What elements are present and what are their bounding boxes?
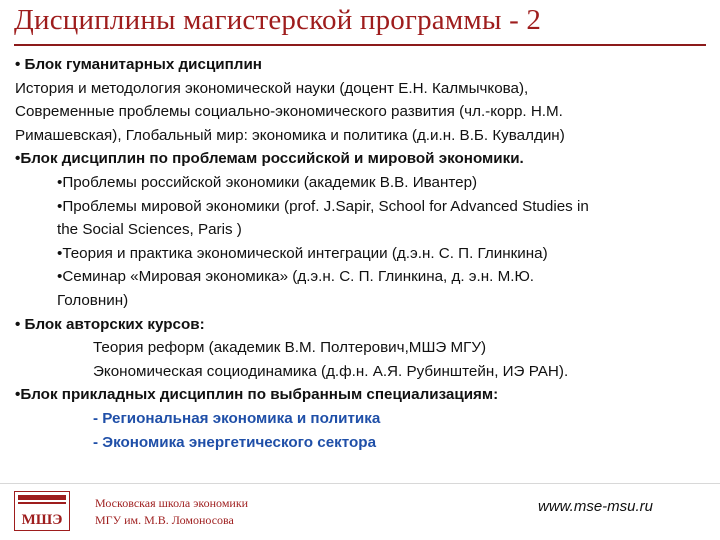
block2-item: the Social Sciences, Paris ) xyxy=(57,221,242,239)
block2-item: •Теория и практика экономической интеграции (д.э.н. С. П. Глинкина) xyxy=(57,244,548,262)
slide-title: Дисциплины магистерской программы - 2 xyxy=(14,4,542,36)
block4-item: - Экономика энергетического сектора xyxy=(93,433,377,451)
block2-item: •Проблемы мировой экономики (prof. J.Sapir, School for Advanced Studies in xyxy=(57,197,589,215)
school-line: Московская школа экономики xyxy=(95,496,249,510)
block1-line: История и методология экономической науки (доцент Е.Н. Калмычкова), xyxy=(15,79,529,97)
block3-item: Теория реформ (академик В.М. Полтерович,МШЭ МГУ) xyxy=(93,339,487,357)
block2-item: Головнин) xyxy=(57,291,129,309)
logo-text: МШЭ xyxy=(21,512,63,528)
block1-line: Современные проблемы социально-экономического развития (чл.-корр. Н.М. xyxy=(15,103,563,121)
website-link[interactable]: www.mse-msu.ru xyxy=(538,498,654,515)
block2-heading: •Блок дисциплин по проблемам российской и мировой экономики. xyxy=(15,150,524,168)
slide-content xyxy=(15,53,711,454)
block3-heading: • Блок авторских курсов: xyxy=(15,315,205,333)
block2-item: •Проблемы российской экономики (академик В.В. Ивантер) xyxy=(57,173,478,191)
block3-item: Экономическая социодинамика (д.ф.н. А.Я. Рубинштейн, ИЭ РАН). xyxy=(93,362,569,380)
mse-logo-icon xyxy=(14,491,70,531)
block1-heading: • Блок гуманитарных дисциплин xyxy=(15,56,262,73)
block4-heading: •Блок прикладных дисциплин по выбранным специализациям: xyxy=(15,386,499,404)
title-divider xyxy=(14,44,706,46)
block4-item: - Региональная экономика и политика xyxy=(93,409,381,427)
block2-item: •Семинар «Мировая экономика» (д.э.н. С. П. Глинкина, д. э.н. М.Ю. xyxy=(57,268,535,286)
block1-line: Римашевская), Глобальный мир: экономика и политика (д.и.н. В.Б. Кувалдин) xyxy=(15,126,565,144)
school-line: МГУ им. М.В. Ломоносова xyxy=(95,513,234,527)
school-name xyxy=(95,495,248,529)
footer-divider xyxy=(0,483,720,484)
